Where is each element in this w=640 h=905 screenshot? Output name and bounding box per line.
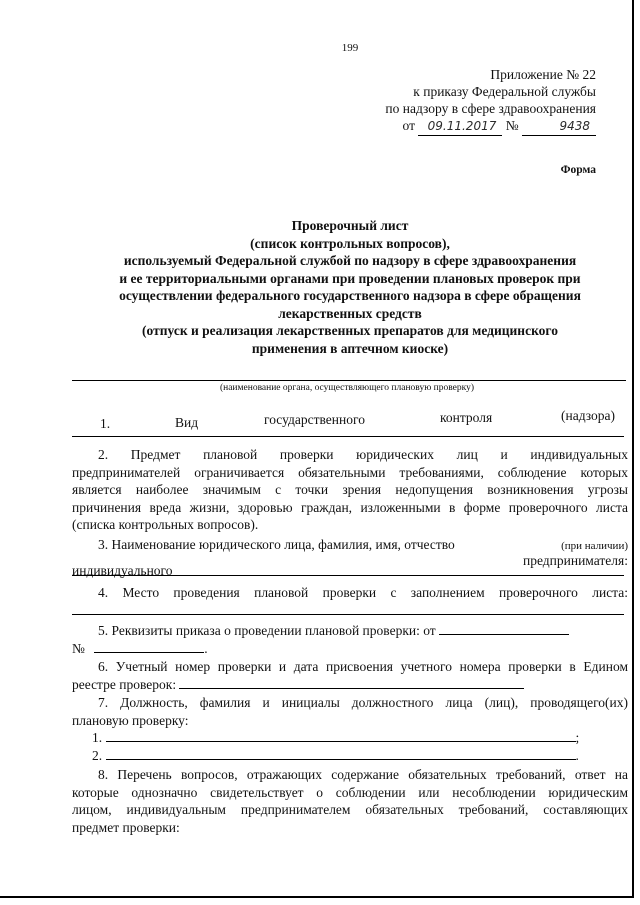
form-label: Форма: [560, 164, 596, 176]
item-1-word-3: контроля: [440, 410, 493, 425]
item-7-sub-1-end: ;: [575, 730, 580, 745]
item-7-sub-2-end: .: [575, 747, 579, 763]
item-2-line-5: (списка контрольных вопросов).: [72, 517, 259, 532]
item-1-word-2: государственного: [264, 412, 365, 427]
title-line-2: (список контрольных вопросов),: [250, 235, 450, 251]
item-7-line-2: плановую проверку:: [72, 712, 189, 728]
title-line-1: Проверочный лист: [291, 218, 409, 233]
inspector-1-field[interactable]: [106, 729, 576, 742]
number-label: №: [505, 118, 519, 133]
item-3-note: (при наличии): [561, 540, 628, 552]
appendix-block: [385, 66, 596, 136]
handwritten-number: 9438: [522, 118, 596, 136]
title-line-5: осуществлении федерального государственного надзора в сфере обращения: [119, 288, 581, 303]
title-line-3: используемый Федеральной службой по надзору в сфере здравоохранения: [123, 253, 577, 268]
item-7-sub-2: [72, 747, 628, 765]
item-5-line-2: [72, 640, 628, 658]
item-7-sub-1: [72, 729, 628, 747]
item-6: [72, 658, 628, 693]
appendix-line-1: Приложение № 22: [490, 67, 596, 82]
order-number-field[interactable]: [94, 640, 204, 653]
item-8-line-3: лицом, индивидуальным предпринимателем обязательных требований, составляющих: [72, 802, 628, 817]
item-7-sub-1-number: 1.: [92, 730, 103, 745]
item-4-line-1: 4. Место проведения плановой проверки с заполнением проверочного листа:: [98, 585, 628, 600]
org-name-line: [72, 380, 626, 381]
item-8: [72, 766, 628, 836]
title-line-8: применения в аптечном киоске): [251, 340, 449, 356]
item-6-line-1: 6. Учетный номер проверки и дата присвоения учетного номера проверки в Едином: [98, 659, 628, 674]
item-8-line-1: 8. Перечень вопросов, отражающих содержание обязательных требований, ответ на: [98, 767, 628, 782]
registry-number-field[interactable]: [179, 676, 524, 689]
item-1-word-4: (надзора): [561, 408, 615, 423]
org-caption: (наименование органа, осуществляющего плановую проверку): [219, 383, 475, 393]
order-date-field[interactable]: [439, 622, 569, 635]
item-2-line-4: причинения вреда жизни, здоровью граждан, изложенными в форме проверочного листа: [72, 499, 628, 515]
title-line-7: (отпуск и реализация лекарственных препаратов для медицинского: [142, 323, 558, 338]
item-4-fill-line: [72, 614, 624, 615]
item-3-word-1: индивидуального: [72, 562, 173, 578]
item-7-line-1: 7. Должность, фамилия и инициалы должностного лица (лиц), проводящего(их): [98, 695, 628, 710]
item-2-line-3: является наиболее значимым с точки зрения недопущения возникновения угрозы: [72, 482, 628, 497]
item-2: [72, 446, 628, 534]
item-3-text: 3. Наименование юридического лица, фамилия, имя, отчество: [98, 537, 455, 552]
item-1-number: 1.: [100, 416, 111, 431]
title-line-6: лекарственных средств: [278, 305, 422, 321]
from-label: от: [402, 118, 415, 133]
item-5-line-1: [72, 622, 628, 640]
item-5-number-label: №: [72, 640, 85, 656]
handwritten-date: 09.11.2017: [418, 118, 502, 136]
item-2-line-2: предпринимателей ограничивается обязательными требованиями, соблюдение которых: [72, 464, 628, 480]
item-1-fill-line: [72, 436, 624, 437]
item-4: [72, 584, 628, 602]
item-1-word-1: Вид: [175, 415, 199, 430]
appendix-line-3: по надзору в сфере здравоохранения: [385, 101, 596, 116]
item-3: [72, 536, 628, 579]
appendix-line-4: [385, 117, 596, 136]
item-5-period: .: [204, 640, 208, 656]
item-6-line-2: [72, 676, 628, 694]
item-6-register-label: реестре проверок:: [72, 676, 177, 692]
item-3-word-2: предпринимателя:: [523, 552, 628, 568]
document-title: [72, 217, 628, 357]
item-3-fill-line: [72, 575, 624, 576]
item-5-text: 5. Реквизиты приказа о проведении плановой проверки: от: [98, 623, 436, 638]
appendix-line-2: к приказу Федеральной службы: [413, 84, 596, 99]
title-line-4: и ее территориальными органами при проведении плановых проверок при: [119, 270, 581, 286]
inspector-2-field[interactable]: [106, 747, 576, 760]
item-8-line-2: которые однозначно свидетельствует о соблюдении или несоблюдении юридическим: [72, 784, 628, 800]
item-2-line-1: 2. Предмет плановой проверки юридических лиц и индивидуальных: [98, 447, 628, 462]
item-5: [72, 622, 628, 657]
item-7: [72, 694, 628, 764]
page-number: 199: [341, 42, 359, 54]
item-8-line-4: предмет проверки:: [72, 819, 180, 835]
item-7-sub-2-number: 2.: [92, 747, 103, 763]
